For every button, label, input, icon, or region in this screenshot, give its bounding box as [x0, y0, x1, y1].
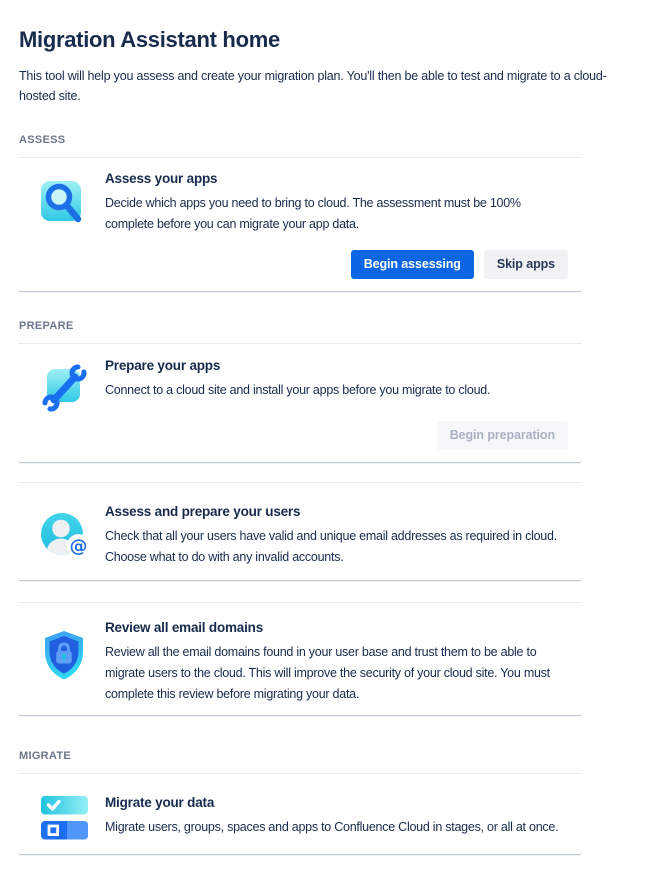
card-title: Prepare your apps [105, 358, 221, 373]
section-label-migrate: MIGRATE [19, 750, 72, 762]
card-prepare-your-apps [18, 343, 582, 463]
page-subtitle: This tool will help you assess and create your migration plan. You'll then be able to test and migrate to a cloud-hosted site. [19, 69, 607, 103]
card-title: Assess and prepare your users [105, 504, 301, 519]
card-description: Connect to a cloud site and install your apps before you migrate to cloud. [105, 383, 491, 397]
migration-assistant-page [0, 26, 646, 870]
search-icon [40, 178, 86, 228]
user-email-icon [40, 511, 92, 559]
card-description: Check that all your users have valid and unique email addresses as required in cloud. Choose what to do with any invalid accounts. [105, 529, 557, 564]
card-description: Migrate users, groups, spaces and apps to Confluence Cloud in stages, or all at once. [105, 820, 559, 834]
card-assess-your-apps [18, 157, 582, 292]
section-label-assess: ASSESS [19, 134, 66, 146]
page-title: Migration Assistant home [19, 27, 280, 52]
card-description: Review all the email domains found in your user base and trust them to be able to migrate users to the cloud. This will improve the security of your cloud site. You must complete this review before migrating your data. [105, 645, 550, 701]
shield-lock-icon [40, 629, 88, 685]
card-review-email-domains [18, 602, 582, 716]
card-description: Decide which apps you need to bring to cloud. The assessment must be 100% complete before you can migrate your app data. [105, 196, 521, 231]
sections-list [18, 134, 582, 855]
card-title: Assess your apps [105, 171, 218, 186]
begin-preparation-button[interactable]: Begin preparation [437, 421, 568, 450]
section-label-prepare: PREPARE [19, 320, 74, 332]
card-assess-prepare-users [18, 482, 582, 581]
card-title: Review all email domains [105, 620, 264, 635]
checklist-icon [40, 795, 90, 841]
svg-text:@: @ [69, 536, 88, 557]
card-actions [105, 250, 568, 279]
begin-assessing-button[interactable]: Begin assessing [351, 250, 474, 279]
card-title: Migrate your data [105, 795, 215, 810]
skip-apps-button[interactable]: Skip apps [484, 250, 568, 279]
card-actions [105, 421, 568, 450]
wrench-icon [40, 360, 88, 412]
